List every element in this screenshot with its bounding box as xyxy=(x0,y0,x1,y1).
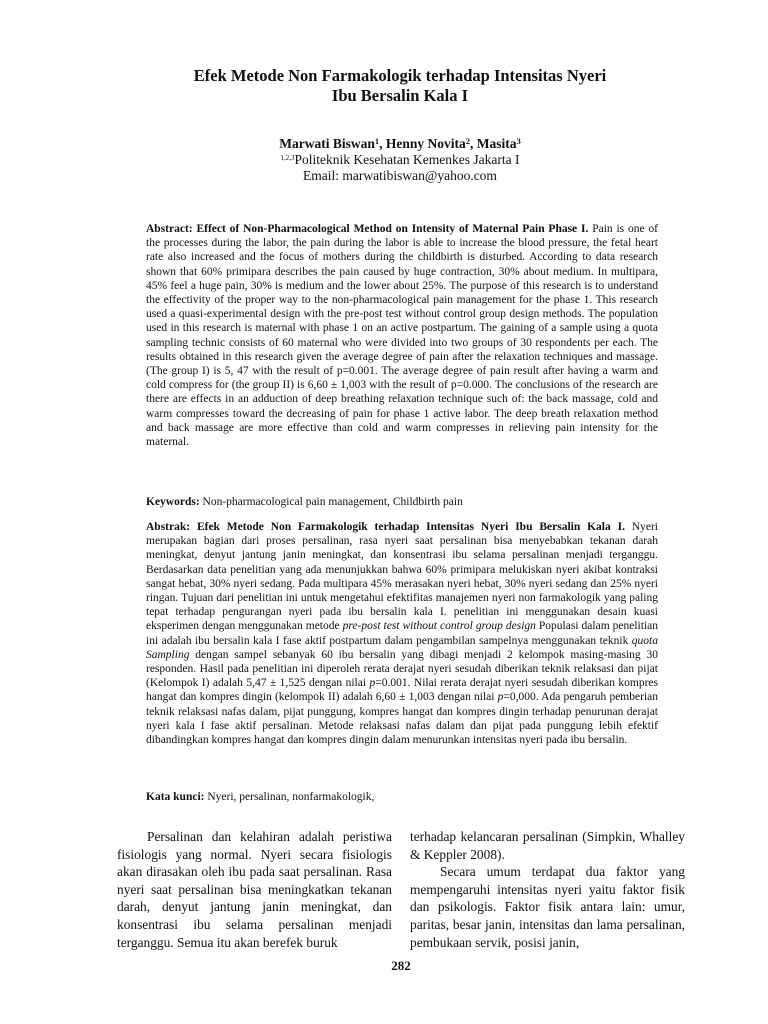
author-name-2: Henny Novita xyxy=(385,136,466,151)
keywords-label: Keywords: xyxy=(146,496,200,508)
author-sup-3: 3 xyxy=(516,136,521,146)
abstract-english xyxy=(146,222,658,449)
abstract-indonesian-text-1: Nyeri merupakan bagian dari proses persalinan, rasa nyeri saat persalinan bisa menyebabkan tekanan darah meningkat, denyut jantung janin meningkat, dan konsentrasi ibu selama persalinan menjadi terganggu. Berdasarkan data penelitian yang ada menunjukkan bahwa 60% primipara melukiskan nyeri akibat kontraksi sangat hebat, 30% nyeri sedang. Pada multipara 45% merasakan nyeri hebat, 30% nyeri sedang dan 25% nyeri ringan. Tujuan dari penelitian ini untuk mengetahui efektifitas manajemen nyeri non farmakologik yang paling tepat terhadap pengurangan nyeri pada ibu bersalin kala I. penelitian ini menggunakan desain kuasi eksperimen dengan menggunakan metode xyxy=(146,521,658,633)
paper-title xyxy=(60,66,740,106)
abstract-english-label: Abstract: Effect of Non-Pharmacological Method on Intensity of Maternal Pain Phase I. xyxy=(146,223,589,235)
paper-title-line-2: Ibu Bersalin Kala I xyxy=(331,86,469,105)
body-left-paragraph: Persalinan dan kelahiran adalah peristiwa fisiologis yang normal. Nyeri secara fisiologis akan dirasakan oleh ibu pada saat persalinan. Rasa nyeri saat persalinan bisa meningkatkan tekanan darah, denyut jantung janin meningkat, dan konsentrasi ibu selama persalinan menjadi terganggu. Semua itu akan berefek buruk xyxy=(117,829,392,950)
abstract-indonesian-italic-3: p xyxy=(369,677,376,690)
author-affiliation xyxy=(60,152,740,168)
abstract-english-text: Pain is one of the processes during the labor, the pain during the labor is able to increase the blood pressure, the fetal heart rate also increased and the focus of mothers during the childbirth is disturbed. According to data research shown that 60% primipara describes the pain caused by huge contraction, 30% about medium. In multipara, 45% feel a huge pain, 30% is medium and the lower about 25%. The purpose of this research is to understand the effectivity of the proper way to the non-pharmacological pain management for the phase 1. This research used a quasi-experimental design with the pre-post test without control group design methods. The population used in this research is maternal with phase 1 on an active postpartum. The gaining of a sample using a quota sampling technic consists of 60 maternal who were divided into two groups of 30 respondents per each. The results obtained in this research given the average degree of pain after the relaxation techniques and massage. (The group I) is 5, 47 with the result of p=0.001. The average degree of pain result after having a warm and cold compress for (the group II) is 6,60 ± 1,003 with the result of p=0.000. The conclusions of the research are there are effects in an adduction of deep breathing relaxation technique such of: the back massage, cold and warm compresses toward the decreasing of pain for phase 1 active labor. The deep breath relaxation method and back massage are more effective than cold and warm compresses in relieving pain intensity for the maternal. xyxy=(146,223,658,449)
abstract-indonesian-italic-2: quota Sampling xyxy=(146,634,658,661)
author-name-1: Marwati Biswan xyxy=(279,136,375,151)
author-sup-2: 2 xyxy=(465,136,470,146)
author-email: Email: marwatibiswan@yahoo.com xyxy=(303,168,497,183)
affiliation-sup: 1,2,3 xyxy=(280,154,295,162)
keywords-text: Non-pharmacological pain management, Childbirth pain xyxy=(199,496,463,508)
kata-kunci-text: Nyeri, persalinan, nonfarmakologik, xyxy=(204,791,375,803)
kata-kunci xyxy=(146,790,658,804)
abstract-indonesian-text-2: Populasi dalam penelitian ini adalah ibu bersalin kala I fase aktif postpartum dalam pengambilan sampelnya menggunakan teknik xyxy=(146,620,658,647)
body-right-paragraph-2: Secara umum terdapat dua faktor yang mempengaruhi intensitas nyeri yaitu faktor fisik dan psikologis. Faktor fisik antara lain: umur, paritas, besar janin, intensitas dan lama persalinan, pembukaan servik, posisi janin, xyxy=(410,864,685,950)
author-separator-2: , xyxy=(470,136,477,151)
abstract-indonesian-text-4: =0.001. Nilai rerata derajat nyeri sesudah diberikan kompres hangat dan kompres dingin (kelompok II) adalah 6,60 ± 1,003 dengan nilai xyxy=(146,677,658,704)
keywords xyxy=(146,495,658,509)
author-separator-1: , xyxy=(379,136,386,151)
abstract-indonesian-text-5: =0,000. Ada pengaruh pemberian teknik relaksasi nafas dalam, pijat punggung, kompres hangat dan kompres dingin terhadap penurunan derajat nyeri kala I fase aktif persalinan. Metode relaksasi nafas dalam dan pijat pada punggung lebih efektif dibandingkan kompres hangat dan kompres dingin dalam menurunkan intensitas nyeri pada ibu bersalin. xyxy=(146,691,658,747)
abstract-indonesian-italic-1: pre-post test without control group design xyxy=(342,620,536,633)
body-right-paragraph-1: terhadap kelancaran persalinan (Simpkin, Whalley & Keppler 2008). xyxy=(410,829,685,862)
abstract-indonesian xyxy=(146,520,658,747)
abstract-indonesian-italic-4: p xyxy=(497,691,504,704)
author-block xyxy=(60,136,740,184)
abstract-indonesian-text-3: dengan sampel sebanyak 60 ibu bersalin yang dibagi menjadi 2 kelompok masing-masing 30 responden. Hasil pada penelitian ini diperoleh rerata derajat nyeri sesudah diberikan teknik relaksasi dan pijat (Kelompok I) adalah 5,47 ± 1,525 dengan nilai xyxy=(146,648,658,690)
author-names xyxy=(60,136,740,152)
author-name-3: Masita xyxy=(476,136,517,151)
abstract-indonesian-label: Abstrak: Efek Metode Non Farmakologik terhadap Intensitas Nyeri Ibu Bersalin Kala I. xyxy=(146,521,625,533)
author-sup-1: 1 xyxy=(374,136,380,146)
affiliation-text: Politeknik Kesehatan Kemenkes Jakarta I xyxy=(294,152,520,167)
page-number: 282 xyxy=(391,958,411,973)
paper-title-line-1: Efek Metode Non Farmakologik terhadap Intensitas Nyeri xyxy=(193,66,607,85)
kata-kunci-label: Kata kunci: xyxy=(146,791,205,803)
body-column-right xyxy=(410,828,685,951)
body-column-left xyxy=(117,828,392,951)
